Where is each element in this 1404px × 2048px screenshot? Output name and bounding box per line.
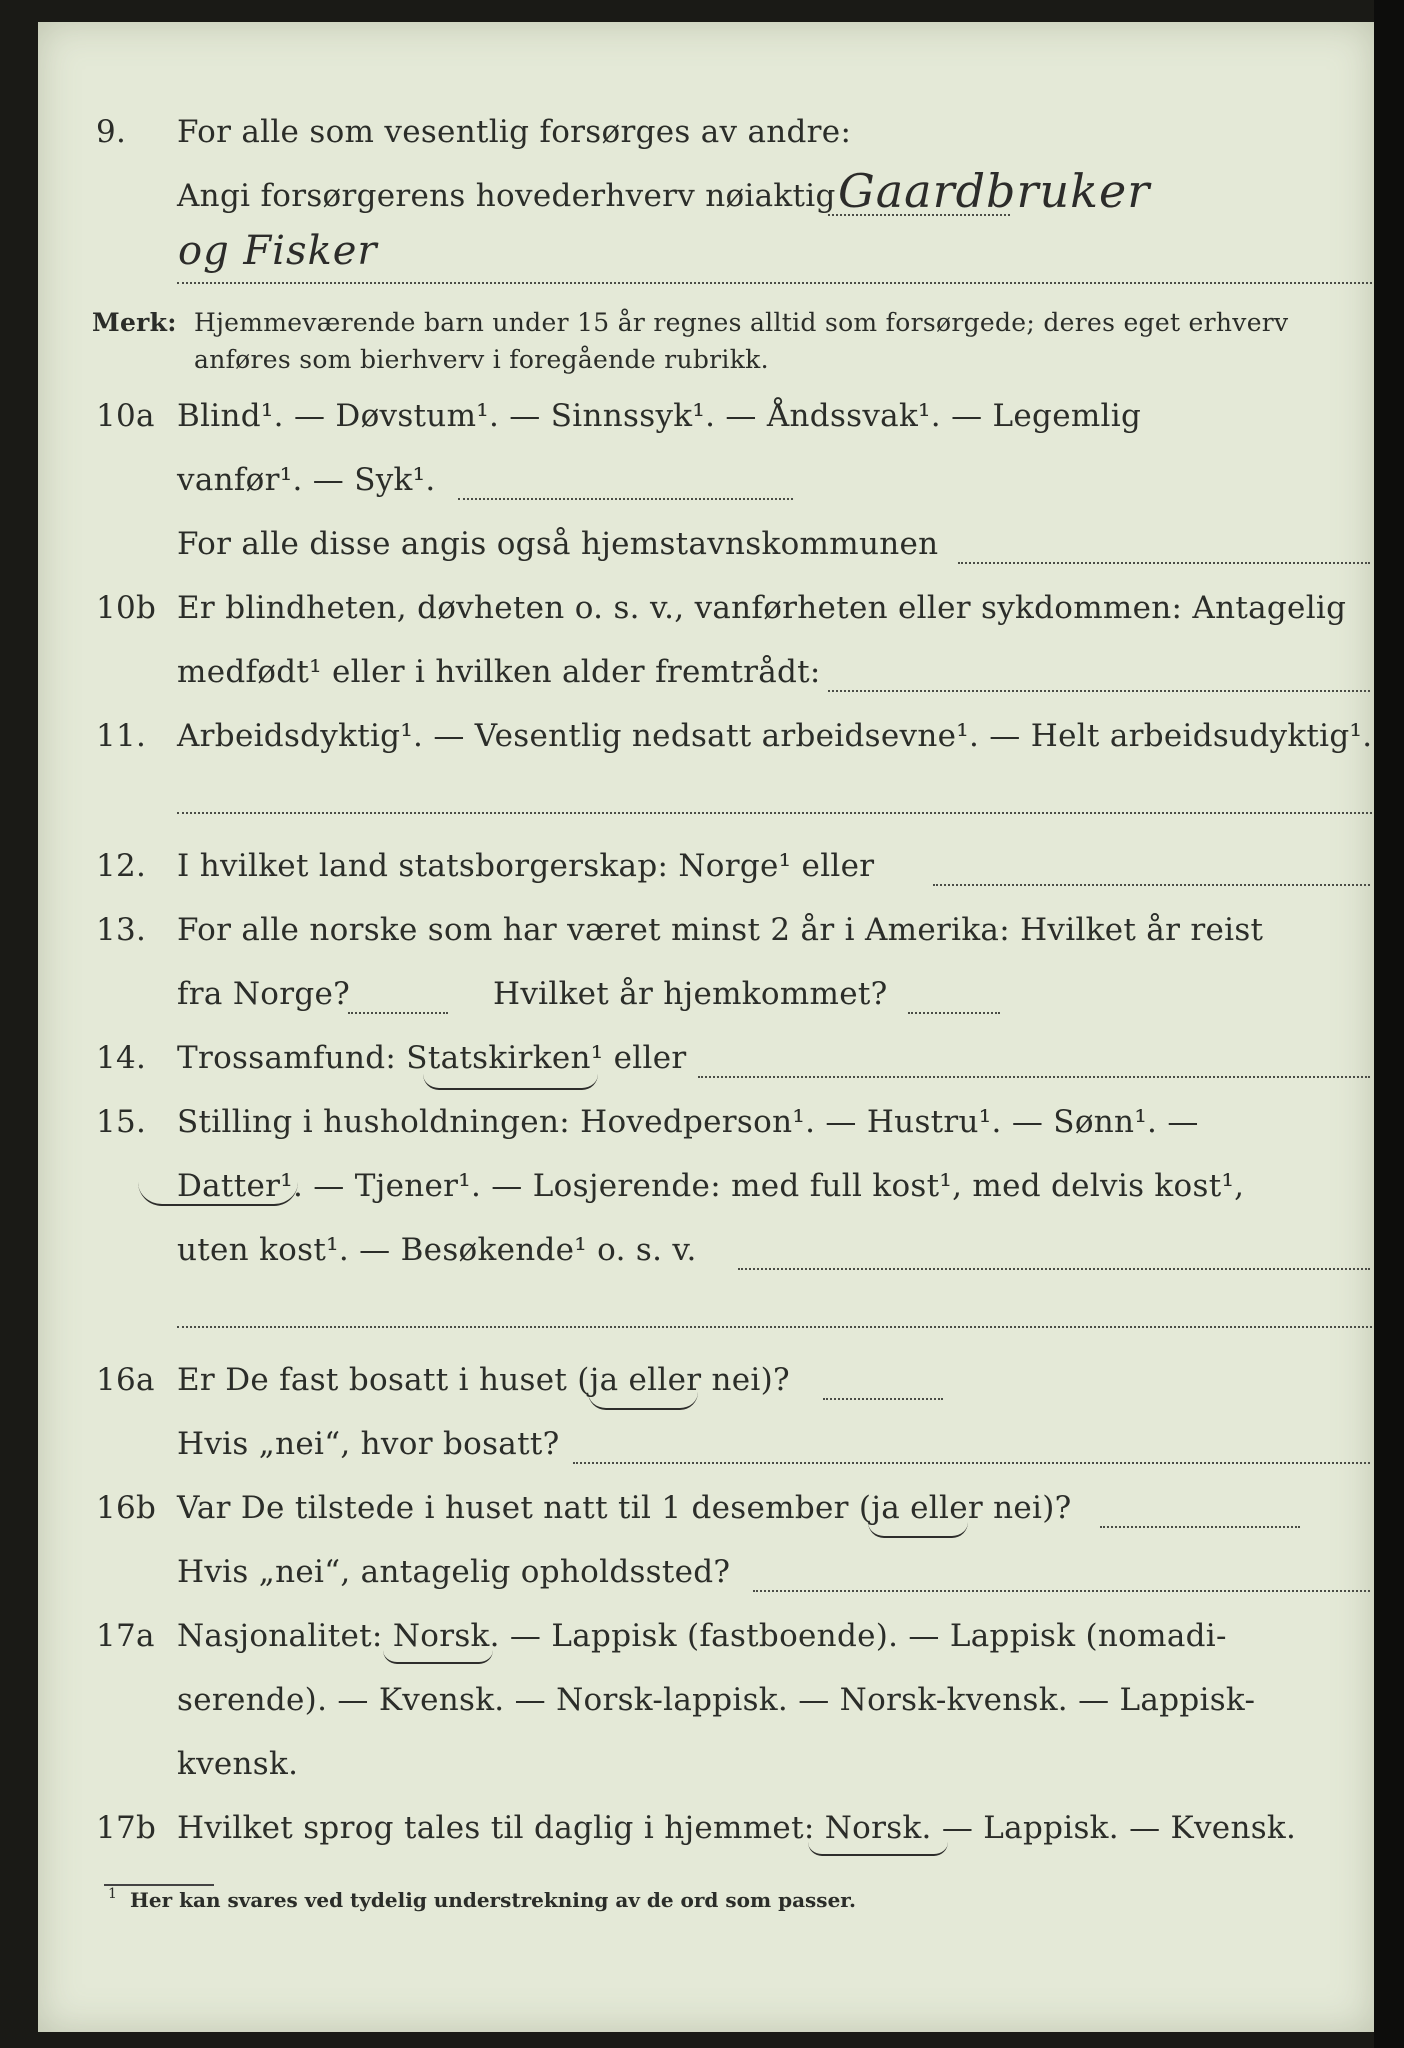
scan-dark-edge — [1374, 0, 1404, 2048]
q12-prompt: I hvilket land statsborgerskap: Norge¹ eller — [177, 848, 875, 884]
merk-text-2: anføres som bierhverv i foregående rubrikk. — [194, 345, 769, 374]
q13-row-1 — [38, 912, 1374, 960]
footnote-mark: 1 — [108, 1886, 117, 1902]
q16b-row-2 — [38, 1554, 1374, 1602]
q10b-row-1 — [38, 590, 1374, 638]
footnote-rule — [104, 1884, 214, 1886]
q17a-prompt-1: Nasjonalitet: Norsk. — Lappisk (fastboende). — Lappisk (nomadi- — [177, 1618, 1227, 1654]
footnote — [108, 1886, 856, 1912]
q16b-handwritten-underline — [868, 1522, 968, 1538]
q17a-row-2 — [38, 1682, 1374, 1730]
q10b-row-2 — [38, 654, 1374, 702]
q10a-answer-line — [458, 498, 793, 500]
q14-handwritten-underline — [423, 1074, 598, 1090]
q17a-handwritten-underline — [383, 1650, 493, 1664]
q17a-prompt-2: serende). — Kvensk. — Norsk-lappisk. — Norsk-kvensk. — Lappisk- — [177, 1682, 1256, 1718]
q9-number: 9. — [96, 114, 127, 150]
q10a-row-1 — [38, 398, 1374, 446]
merk-label: Merk: — [92, 308, 177, 337]
q11-number: 11. — [96, 718, 147, 754]
q16b-location-line — [753, 1590, 1370, 1592]
q9-prompt-2: Angi forsørgerens hovederhverv nøiaktig — [177, 178, 836, 214]
q13-departure-line — [348, 1012, 448, 1014]
q11-row-1 — [38, 718, 1374, 766]
q13-prompt-2b: Hvilket år hjemkommet? — [493, 976, 888, 1012]
q17a-row-1 — [38, 1618, 1374, 1666]
q13-prompt-2a: fra Norge? — [177, 976, 351, 1012]
q10b-answer-line — [828, 690, 1370, 692]
q10a-prompt-1: Blind¹. — Døvstum¹. — Sinnssyk¹. — Åndssvak¹. — Legemlig — [177, 398, 1142, 434]
q12-row — [38, 848, 1374, 896]
q15-prompt-2: Datter¹. — Tjener¹. — Losjerende: med full kost¹, med delvis kost¹, — [177, 1168, 1245, 1204]
q10a-home-line — [958, 562, 1370, 564]
q17a-row-3 — [38, 1746, 1374, 1794]
q12-answer-line — [933, 884, 1370, 886]
q10b-prompt-2: medfødt¹ eller i hvilken alder fremtrådt: — [177, 654, 821, 690]
q14-row — [38, 1040, 1374, 1088]
q13-return-line — [908, 1012, 1000, 1014]
q15-number: 15. — [96, 1104, 147, 1140]
q15-answer-line — [738, 1268, 1370, 1270]
q15-row-1 — [38, 1104, 1374, 1152]
q16a-residence-line — [573, 1462, 1370, 1464]
q11-answer-line — [177, 812, 1372, 814]
q15-row-3 — [38, 1232, 1374, 1280]
q9-prompt: For alle som vesentlig forsørges av andre: — [177, 114, 852, 150]
q9-row-2 — [38, 178, 1374, 226]
q14-number: 14. — [96, 1040, 147, 1076]
q16a-answer-line — [823, 1398, 943, 1400]
q10a-prompt-2: vanfør¹. — Syk¹. — [177, 462, 436, 498]
q17b-handwritten-underline — [808, 1842, 948, 1856]
q15-answer-line-2 — [177, 1326, 1372, 1328]
q10b-number: 10b — [96, 590, 157, 626]
merk-row-2 — [38, 345, 1374, 393]
q17b-prompt: Hvilket sprog tales til daglig i hjemmet: Norsk. — Lappisk. — Kvensk. — [177, 1810, 1297, 1846]
q9-handwritten-answer-2: og Fisker — [178, 228, 378, 274]
q9-row-1 — [38, 114, 1374, 162]
q11-prompt: Arbeidsdyktig¹. — Vesentlig nedsatt arbeidsevne¹. — Helt arbeidsudyktig¹. — [177, 718, 1373, 754]
q14-prompt: Trossamfund: Statskirken¹ eller — [177, 1040, 687, 1076]
q12-number: 12. — [96, 848, 147, 884]
census-form-page — [38, 22, 1374, 2032]
q10a-row-3 — [38, 526, 1374, 574]
q11-row-2 — [38, 782, 1374, 830]
q10a-row-2 — [38, 462, 1374, 510]
q13-prompt-1: For alle norske som har været minst 2 år i Amerika: Hvilket år reist — [177, 912, 1264, 948]
q16a-number: 16a — [96, 1362, 155, 1398]
q15-prompt-1: Stilling i husholdningen: Hovedperson¹. — Hustru¹. — Sønn¹. — — [177, 1104, 1199, 1140]
q14-answer-line — [698, 1076, 1370, 1078]
merk-text-1: Hjemmeværende barn under 15 år regnes alltid som forsørgede; deres eget erhverv — [194, 308, 1289, 337]
footnote-text: Her kan svares ved tydelig understrekning av de ord som passer. — [130, 1888, 856, 1912]
q10a-number: 10a — [96, 398, 155, 434]
q17a-number: 17a — [96, 1618, 155, 1654]
q16b-prompt-1: Var De tilstede i huset natt til 1 desember (ja eller nei)? — [177, 1490, 1072, 1526]
q15-prompt-3: uten kost¹. — Besøkende¹ o. s. v. — [177, 1232, 697, 1268]
q10a-prompt-3: For alle disse angis også hjemstavnskommunen — [177, 526, 939, 562]
q15-handwritten-underline — [138, 1182, 298, 1206]
q17b-row — [38, 1810, 1374, 1858]
q16a-row-1 — [38, 1362, 1374, 1410]
q13-number: 13. — [96, 912, 147, 948]
q15-row-4 — [38, 1296, 1374, 1344]
q16b-answer-line — [1100, 1526, 1300, 1528]
q16a-prompt-1: Er De fast bosatt i huset (ja eller nei)? — [177, 1362, 790, 1398]
q16a-row-2 — [38, 1426, 1374, 1474]
q9-answer-line-2 — [177, 282, 1372, 284]
q16b-prompt-2: Hvis „nei“, antagelig opholdssted? — [177, 1554, 731, 1590]
q16a-handwritten-underline — [588, 1392, 698, 1410]
q16b-row-1 — [38, 1490, 1374, 1538]
q9-handwritten-answer: Gaardbruker — [838, 164, 1151, 218]
q13-row-2 — [38, 976, 1374, 1024]
q16b-number: 16b — [96, 1490, 157, 1526]
q10b-prompt-1: Er blindheten, døvheten o. s. v., vanførheten eller sykdommen: Antagelig — [177, 590, 1347, 626]
q17a-prompt-3: kvensk. — [177, 1746, 299, 1782]
q17b-number: 17b — [96, 1810, 157, 1846]
q16a-prompt-2: Hvis „nei“, hvor bosatt? — [177, 1426, 560, 1462]
